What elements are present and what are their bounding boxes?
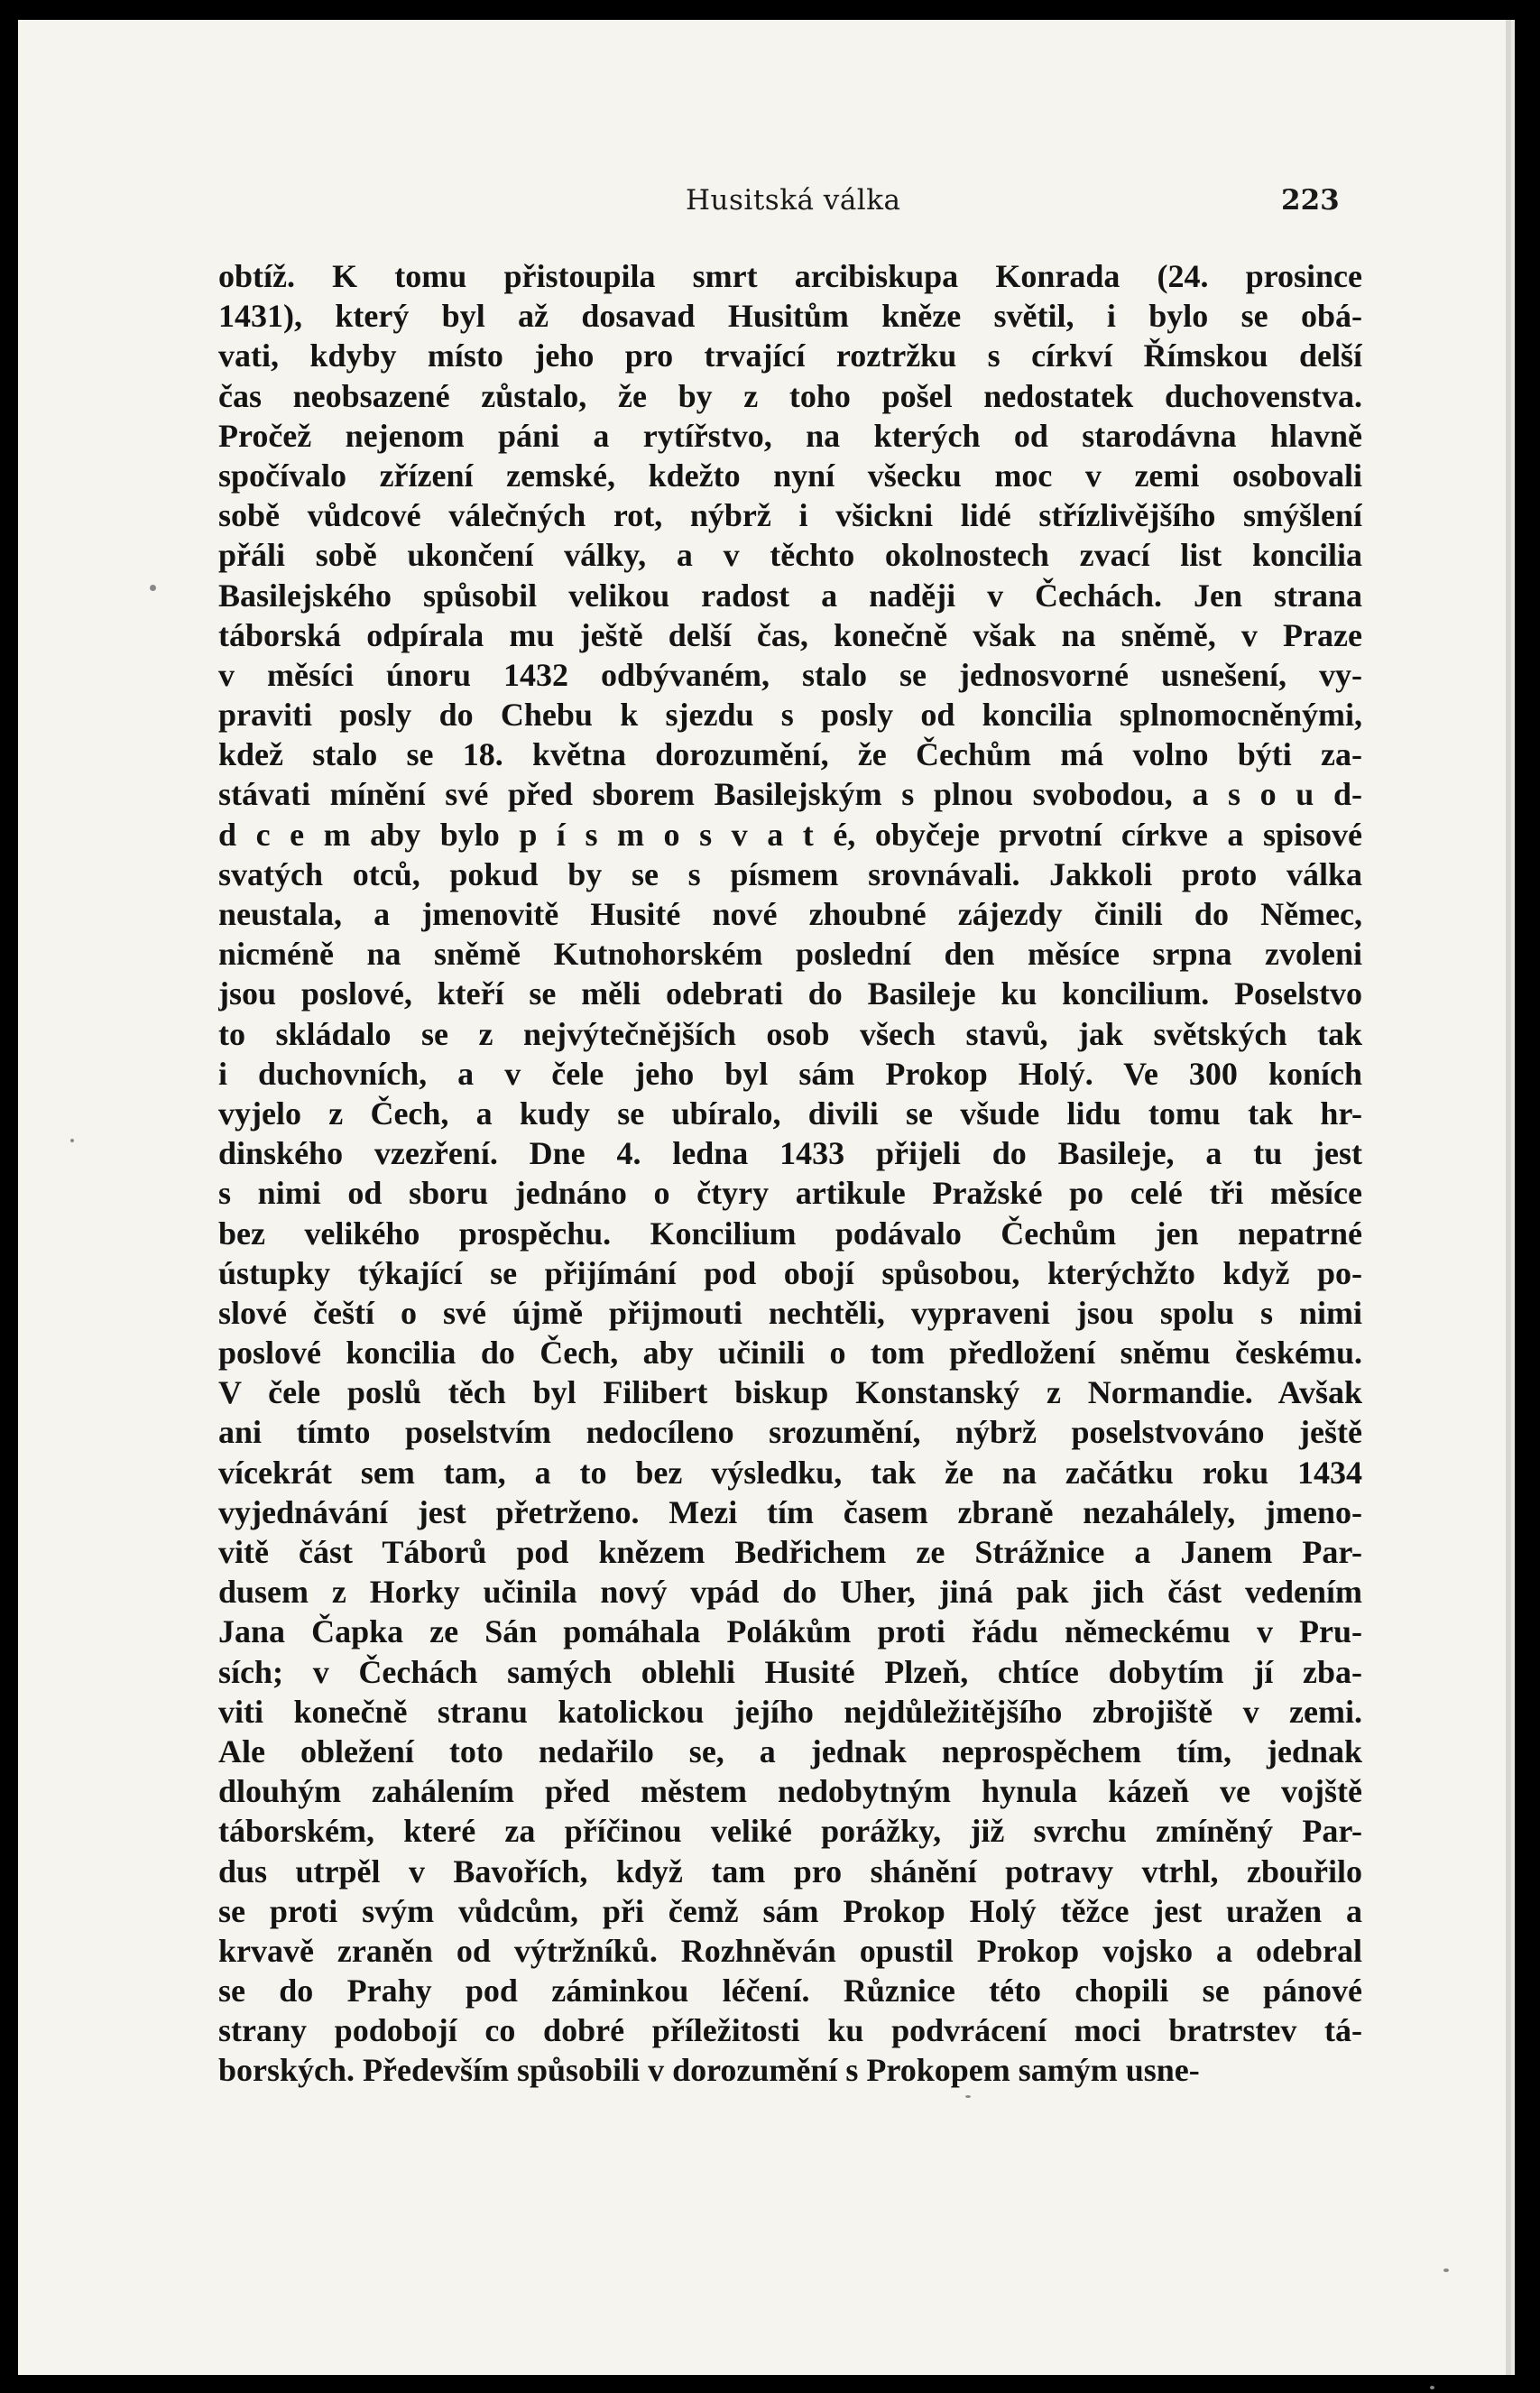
text-line: vícekrát sem tam, a to bez výsledku, tak že na začátku roku 1434 xyxy=(218,1454,1362,1491)
text-line: dusem z Horky učinila nový vpád do Uher, jiná pak jich část vedením xyxy=(218,1574,1362,1611)
text-line: nicméně na sněmě Kutnohorském poslední den měsíce srpna zvoleni xyxy=(218,936,1362,973)
text-line: obtíž. K tomu přistoupila smrt arcibiskupa Konrada (24. prosince xyxy=(218,258,1362,294)
text-line: krvavě zraněn od výtržníků. Rozhněván opustil Prokop vojsko a odebral xyxy=(218,1932,1362,1969)
text-line: s nimi od sboru jednáno o čtyry artikule Pražské po celé tři měsíce xyxy=(218,1175,1362,1212)
text-line-last: borských. Především spůsobili v dorozumění s Prokopem samým usne- xyxy=(218,2052,1200,2089)
text-line: strany podobojí co dobré příležitosti ku podvrácení moci bratrstev tá- xyxy=(218,2012,1362,2049)
text-line: vyjednávání jest přetrženo. Mezi tím časem zbraně nezahálely, jmeno- xyxy=(218,1493,1362,1530)
page-number: 223 xyxy=(1281,184,1340,217)
text-line: v měsíci únoru 1432 odbývaném, stalo se jednosvorné usnešení, vy- xyxy=(218,656,1362,693)
scan-speck xyxy=(70,1139,74,1142)
text-line: vitě část Táborů pod knězem Bedřichem ze Strážnice a Janem Par- xyxy=(218,1534,1362,1570)
running-title: Husitská válka xyxy=(686,184,901,217)
text-line: d c e m aby bylo p í s m o s v a t é, obyčeje prvotní církve a spisové xyxy=(218,816,1362,853)
text-line: slové čeští o své újmě přijmouti nechtěli, vypraveni jsou spolu s nimi xyxy=(218,1294,1362,1331)
text-line: bez velikého prospěchu. Koncilium podávalo Čechům jen nepatrné xyxy=(218,1215,1362,1252)
text-line: táborském, které za příčinou veliké porážky, již svrchu zmíněný Par- xyxy=(218,1813,1362,1850)
scan-speck xyxy=(150,585,156,591)
scan-speck xyxy=(1430,2386,1434,2389)
text-line: táborská odpírala mu ještě delší čas, konečně však na sněmě, v Praze xyxy=(218,616,1362,653)
text-line: se do Prahy pod záminkou léčení. Různice této chopili se pánové xyxy=(218,1973,1362,2010)
running-header xyxy=(18,175,1511,229)
text-line: 1431), který byl až dosavad Husitům kněze světil, i bylo se obá- xyxy=(218,298,1362,335)
text-line: spočívalo zřízení zemské, kdežto nyní všecku moc v zemi osobovali xyxy=(218,457,1362,494)
text-line: vyjelo z Čech, a kudy se ubíralo, divili se všude lidu tomu tak hr- xyxy=(218,1095,1362,1132)
page-edge xyxy=(1506,20,1511,2375)
text-line: jsou poslové, kteří se měli odebrati do Basileje ku koncilium. Poselstvo xyxy=(218,975,1362,1012)
text-line: Pročež nejenom páni a rytířstvo, na kterých od starodávna hlavně xyxy=(218,417,1362,454)
text-line: čas neobsazené zůstalo, že by z toho pošel nedostatek duchovenstva. xyxy=(218,377,1362,414)
text-line: ani tímto poselstvím nedocíleno srozumění, nýbrž poselstvováno ještě xyxy=(218,1414,1362,1451)
text-line: Jana Čapka ze Sán pomáhala Polákům proti řádu německému v Pru- xyxy=(218,1613,1362,1650)
text-line: i duchovních, a v čele jeho byl sám Prokop Holý. Ve 300 koních xyxy=(218,1055,1362,1092)
text-line: sobě vůdcové válečných rot, nýbrž i všickni lidé střízlivějšího smýšlení xyxy=(218,497,1362,534)
text-line: dlouhým zahálením před městem nedobytným hynula kázeň ve vojště xyxy=(218,1773,1362,1810)
text-line: poslové koncilia do Čech, aby učinili o tom předložení sněmu českému. xyxy=(218,1335,1362,1372)
scanned-page xyxy=(18,20,1515,2375)
body-text xyxy=(218,256,1362,2088)
scan-speck xyxy=(1443,2268,1449,2272)
scan-speck xyxy=(965,2095,971,2098)
text-line: to skládalo se z nejvýtečnějších osob všech stavů, jak světských tak xyxy=(218,1015,1362,1052)
text-line: vati, kdyby místo jeho pro trvající roztržku s církví Římskou delší xyxy=(218,337,1362,374)
text-line: Ale obležení toto nedařilo se, a jednak neprospěchem tím, jednak xyxy=(218,1732,1362,1769)
text-line: stávati mínění své před sborem Basilejským s plnou svobodou, a s o u d- xyxy=(218,776,1362,813)
text-line: kdež stalo se 18. května dorozumění, že Čechům má volno býti za- xyxy=(218,736,1362,773)
text-line: dus utrpěl v Bavořích, když tam pro shánění potravy vtrhl, zbouřilo xyxy=(218,1852,1362,1889)
text-line: svatých otců, pokud by se s písmem srovnávali. Jakkoli proto válka xyxy=(218,855,1362,892)
text-line: přáli sobě ukončení války, a v těchto okolnostech zvací list koncilia xyxy=(218,537,1362,574)
text-line: Basilejského spůsobil velikou radost a naději v Čechách. Jen strana xyxy=(218,577,1362,614)
text-line: sích; v Čechách samých oblehli Husité Plzeň, chtíce dobytím jí zba- xyxy=(218,1653,1362,1690)
text-line: ústupky týkající se přijímání pod obojí spůsobou, kterýchžto když po- xyxy=(218,1254,1362,1291)
text-line: viti konečně stranu katolickou jejího nejdůležitějšího zbrojiště v zemi. xyxy=(218,1693,1362,1730)
text-line: praviti posly do Chebu k sjezdu s posly od koncilia splnomocněnými, xyxy=(218,697,1362,734)
text-line: V čele poslů těch byl Filibert biskup Konstanský z Normandie. Avšak xyxy=(218,1374,1362,1411)
text-line: se proti svým vůdcům, při čemž sám Prokop Holý těžce jest uražen a xyxy=(218,1892,1362,1929)
text-line: dinského vzezření. Dne 4. ledna 1433 přijeli do Basileje, a tu jest xyxy=(218,1135,1362,1172)
text-line: neustala, a jmenovitě Husité nové zhoubné zájezdy činili do Němec, xyxy=(218,896,1362,932)
